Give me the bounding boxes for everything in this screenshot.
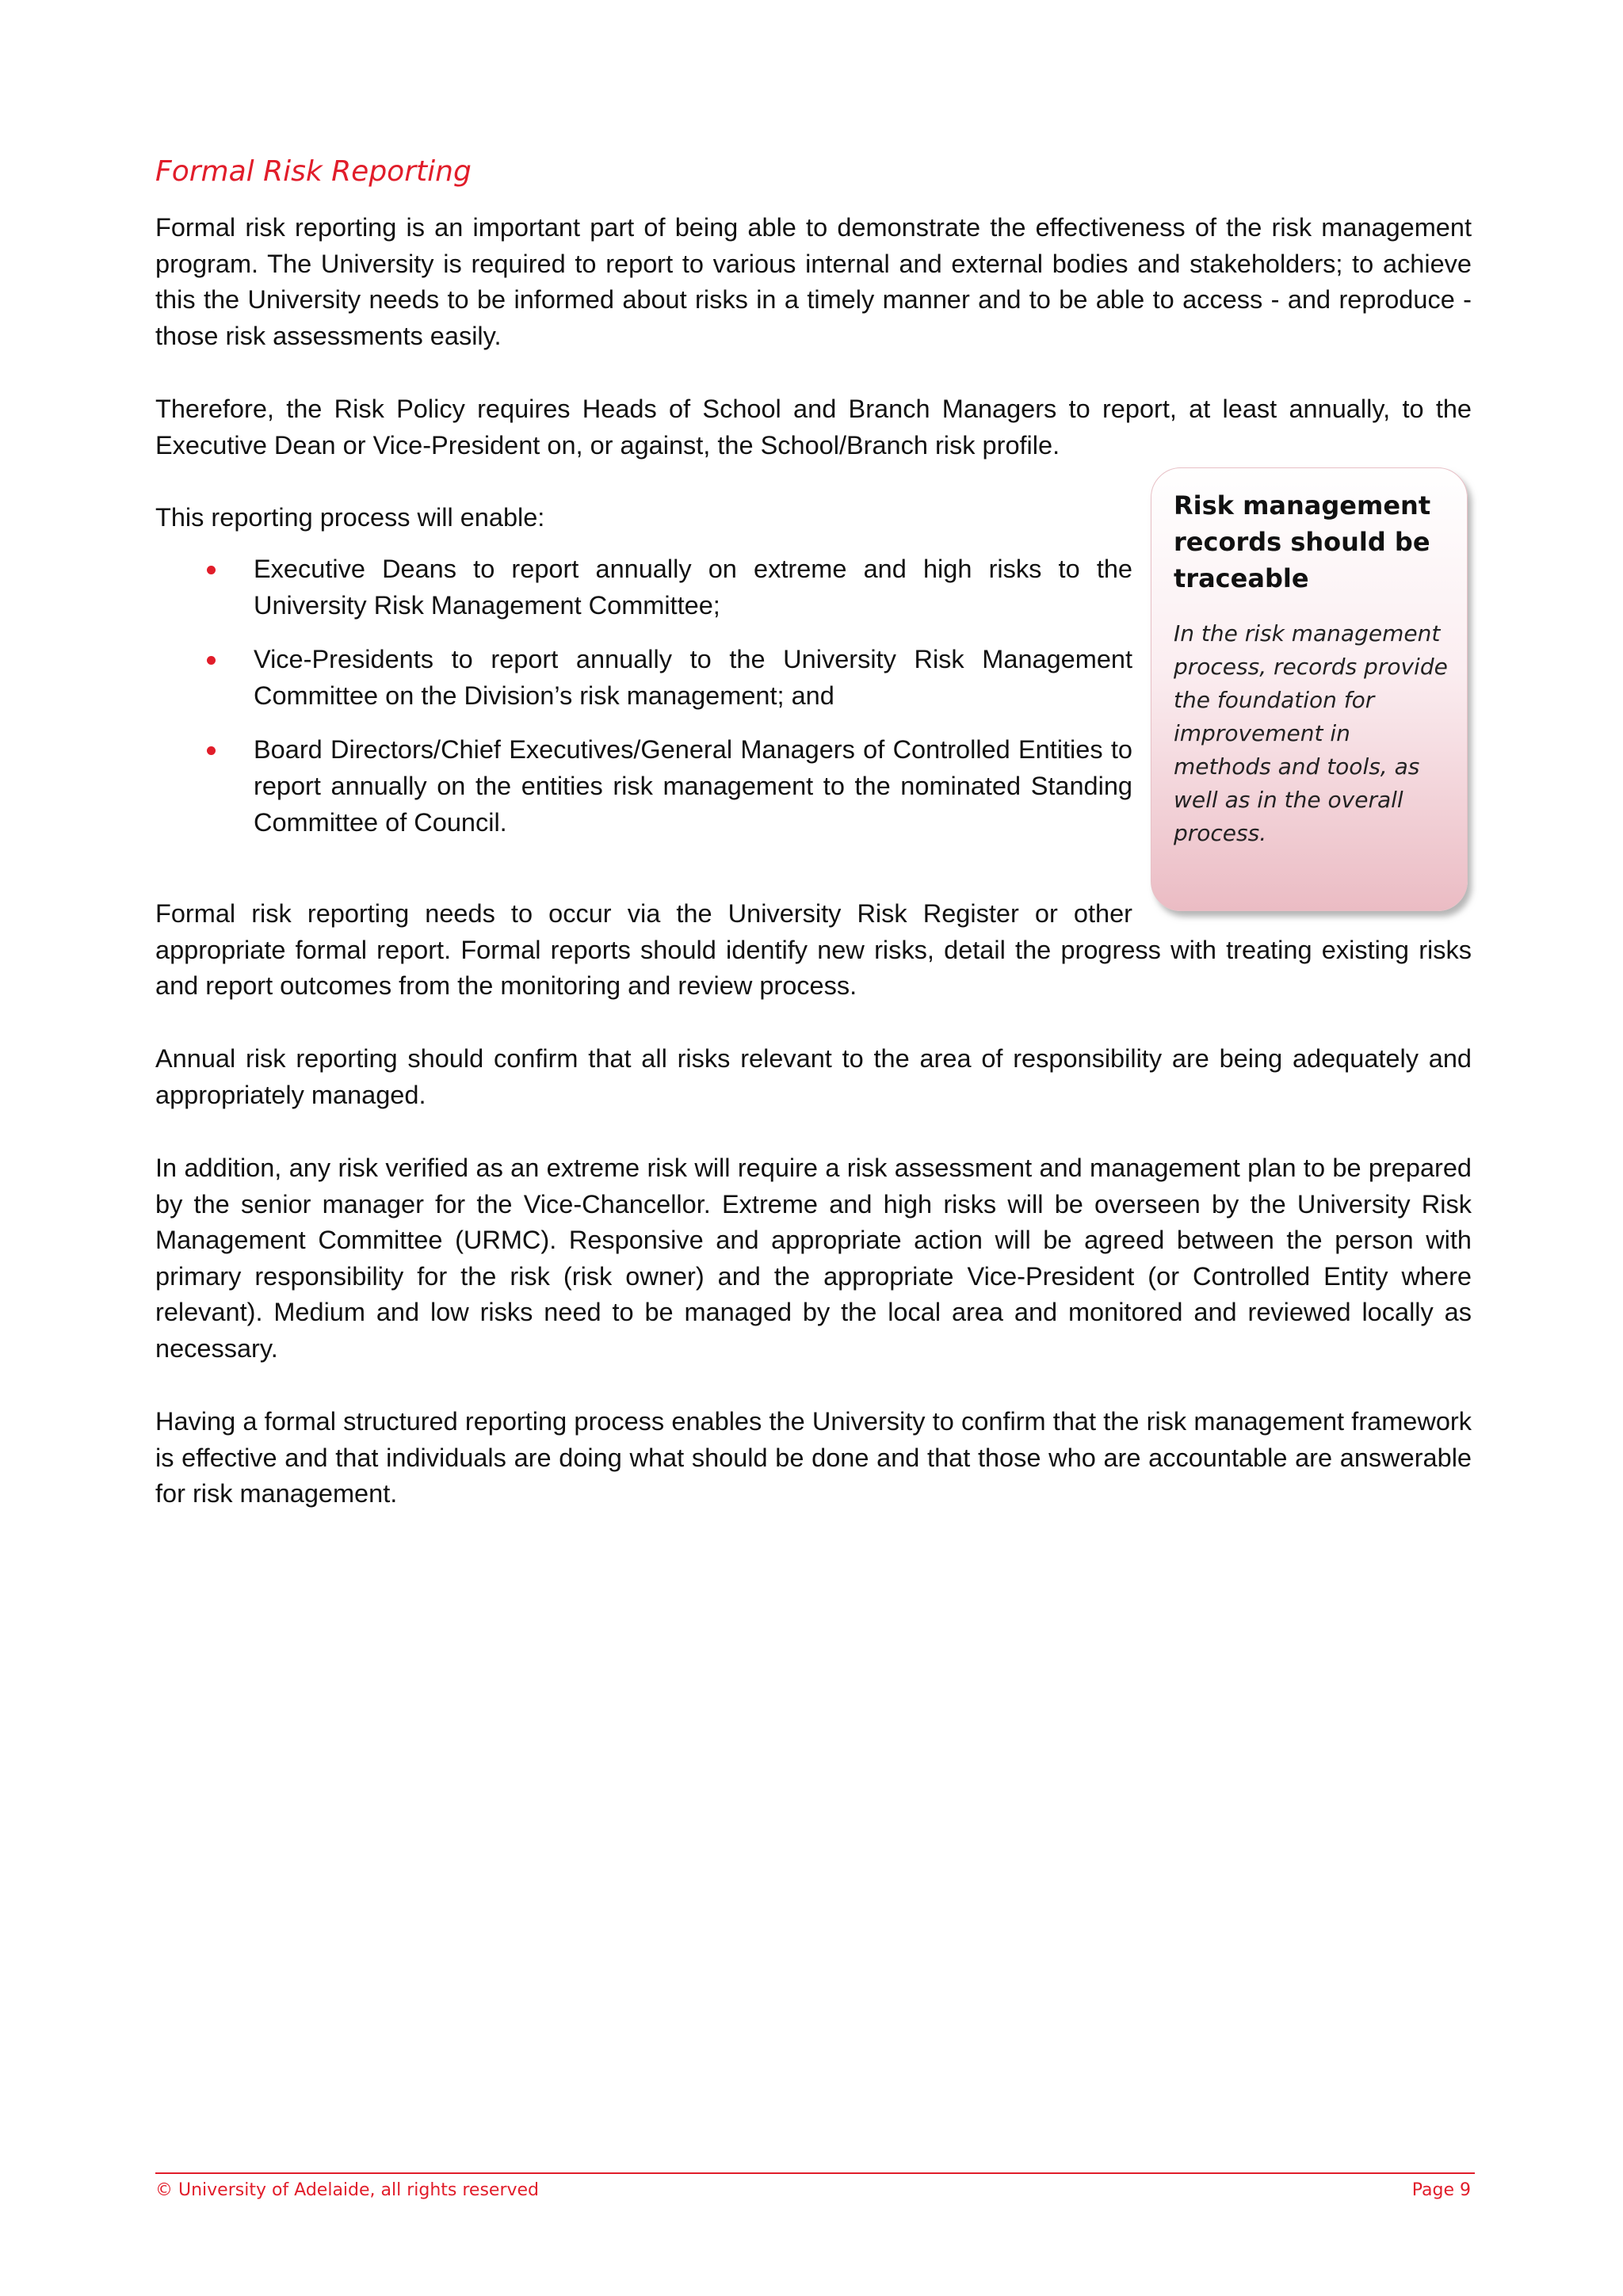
reporting-bullet-list xyxy=(155,551,1132,859)
paragraph-risk-policy: Therefore, the Risk Policy requires Heads of School and Branch Managers to report, at least annually, to the Executive Dean or Vice-President on, or against, the School/Branch risk profile. xyxy=(155,395,1472,460)
footer-page-number: Page 9 xyxy=(1411,2180,1471,2200)
bullet-icon xyxy=(207,656,216,665)
callout-title: Risk management records should be traceable xyxy=(1174,490,1431,593)
paragraph-line: Formal risk reporting needs to occur via the University Risk Register or other xyxy=(155,899,1132,928)
paragraph-extreme-risk: In addition, any risk verified as an extreme risk will require a risk assessment and management plan to be prepared by the senior manager for the Vice-Chancellor. Extreme and high risks will be overseen by the University Risk Management Committee (URMC). Responsive and appropriate action will be agreed between the person with primary responsibility for the risk (risk owner) and the appropriate Vice-President (or Controlled Entity where relevant). Medium and low risks need to be managed by the local area and monitored and reviewed locally as necessary. xyxy=(155,1154,1472,1363)
footer-copyright: © University of Adelaide, all rights reserved xyxy=(155,2180,540,2200)
paragraph-line: appropriate formal report. Formal reports should identify new risks, detail the progress with treating existing risks and report outcomes from the monitoring and review process. xyxy=(155,935,1472,1001)
bullet-text: Vice-Presidents to report annually to the University Risk Management Committee on the Division’s risk management; and xyxy=(254,645,1132,710)
footer-divider xyxy=(155,2172,1475,2174)
paragraph-structured-process: Having a formal structured reporting process enables the University to confirm that the risk management framework is effective and that individuals are doing what should be done and that those who are accountable are answerable for risk management. xyxy=(155,1407,1472,1508)
paragraph-intro: Formal risk reporting is an important part of being able to demonstrate the effectiveness of the risk management program. The University is required to report to various internal and external bodies and stakeholders; to achieve this the University needs to be informed about risks in a timely manner and to be able to access - and reproduce - those risk assessments easily. xyxy=(155,213,1472,350)
paragraph-enable-lead: This reporting process will enable: xyxy=(155,503,545,532)
bullet-icon xyxy=(207,746,216,755)
list-item xyxy=(155,732,1132,841)
list-item xyxy=(155,551,1132,624)
paragraph-formal-reporting xyxy=(155,896,1472,1005)
list-item xyxy=(155,642,1132,714)
section-heading: Formal Risk Reporting xyxy=(155,155,472,188)
paragraph-annual-reporting: Annual risk reporting should confirm that all risks relevant to the area of responsibility are being adequately and appropriately managed. xyxy=(155,1044,1472,1109)
bullet-text: Board Directors/Chief Executives/General Managers of Controlled Entities to report annually on the entities risk management to the nominated Standing Committee of Council. xyxy=(254,735,1132,837)
bullet-icon xyxy=(207,566,216,574)
callout-body: In the risk management process, records provide the foundation for improvement in methods and tools, as well as in the overall process. xyxy=(1174,620,1448,846)
bullet-text: Executive Deans to report annually on extreme and high risks to the University Risk Management Committee; xyxy=(254,555,1132,620)
callout-box xyxy=(1151,467,1468,911)
